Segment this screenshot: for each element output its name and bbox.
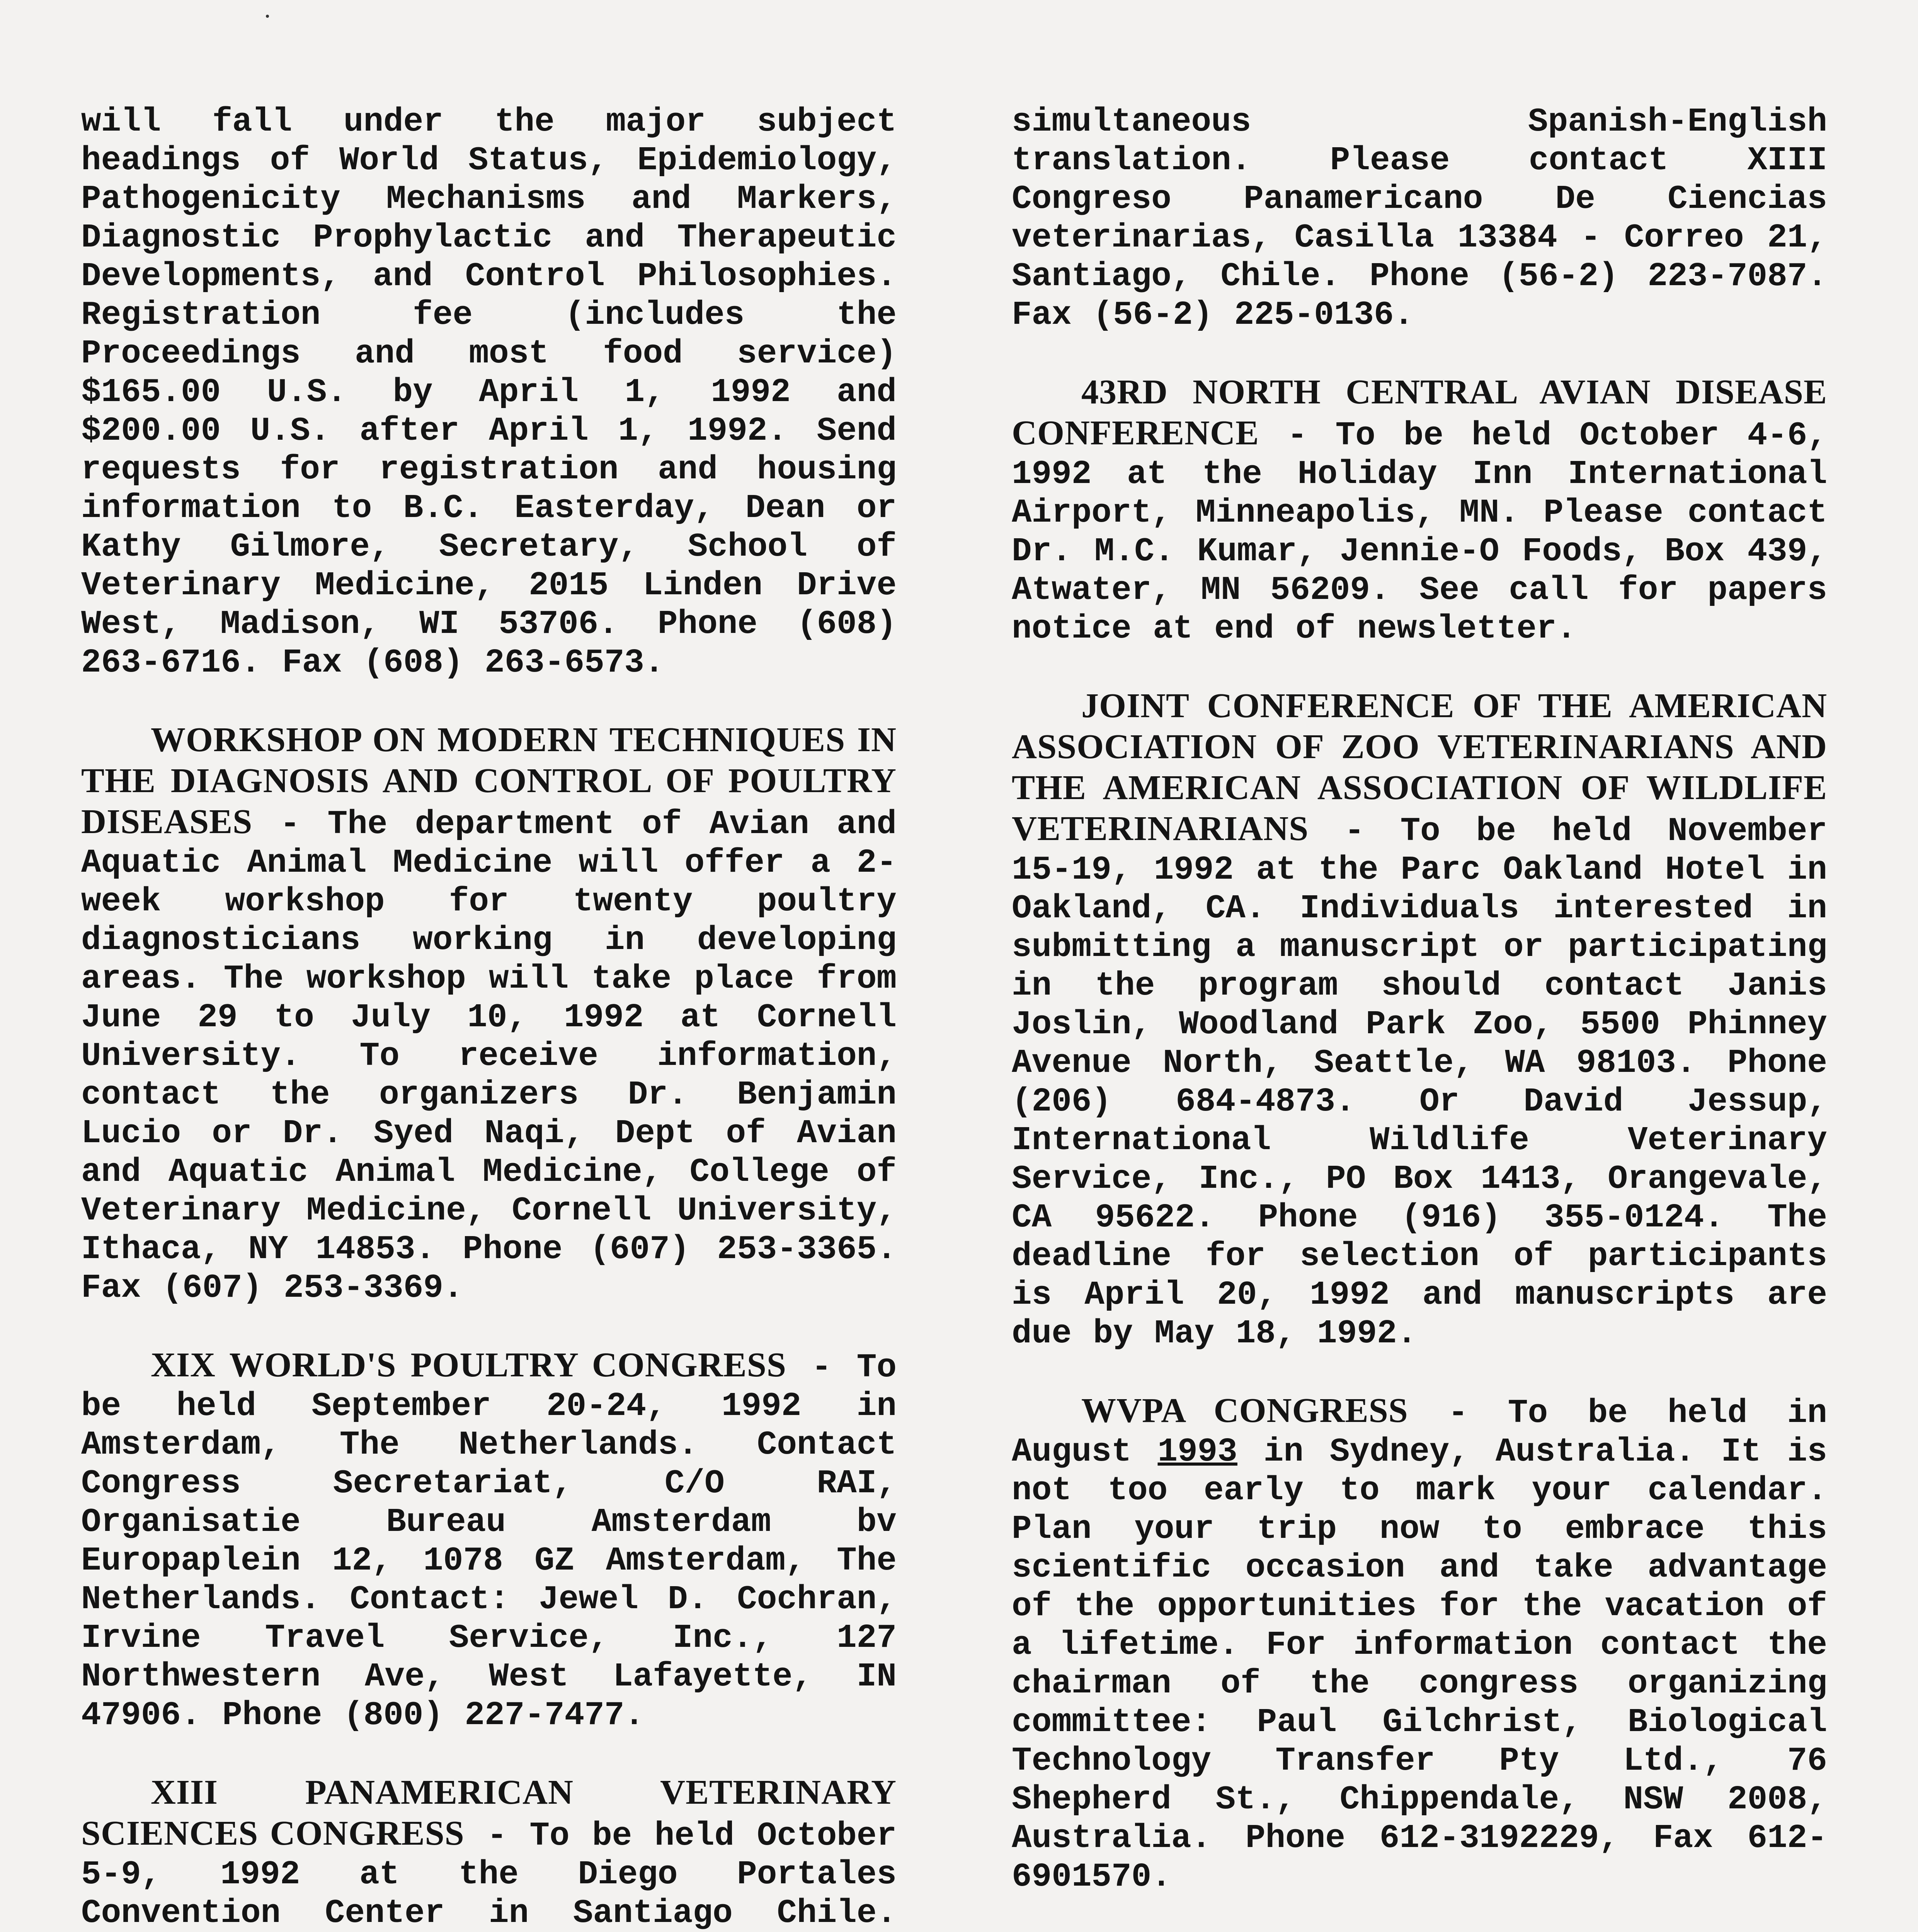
poultry-congress-heading: XIX WORLD'S POULTRY CONGRESS	[151, 1346, 786, 1384]
wvpa-announcement	[1012, 1391, 1827, 1896]
workshop-body: - The department of Avian and Aquatic Animal Medicine will offer a 2-week workshop for twenty poultry diagnosticians working in developing areas. The workshop will take place from June 29 to July 10, 1992 at Cornell University. To receive information, contact the organizers Dr. Benjamin Lucio or Dr. Syed Naqi, Dept of Avian and Aquatic Animal Medicine, College of Veterinary Medicine, Cornell University, Ithaca, NY 14853. Phone (607) 253-3365. Fax (607) 253-3369.	[81, 805, 897, 1307]
panamerican-announcement	[81, 1773, 897, 1932]
joint-conference-heading: JOINT CONFERENCE OF THE AMERICAN ASSOCIATION OF ZOO VETERINARIANS AND THE AMERICAN ASSOCIATION OF WILDLIFE VETERINARIANS	[1012, 687, 1827, 848]
north-central-body: - To be held October 4-6, 1992 at the Holiday Inn International Airport, Minneapolis, MN. Please contact Dr. M.C. Kumar, Jennie-O Foods, Box 439, Atwater, MN 56209. See call for papers notice at end of newsletter.	[1012, 417, 1827, 648]
wvpa-body-part2: in Sydney, Australia. It is not too early to mark your calendar. Plan your trip now to embrace this scientific occasion and take advantage of the opportunities for the vacation of a lifetime. For information contact the chairman of the congress organizing committee: Paul Gilchrist, Biological Technology Transfer Pty Ltd., 76 Shepherd St., Chippendale, NSW 2008, Australia. Phone 612-3192229, Fax 612-6901570.	[1012, 1433, 1827, 1896]
speck-mark	[266, 15, 269, 18]
joint-conference-body: - To be held November 15-19, 1992 at the Parc Oakland Hotel in Oakland, CA. Individuals interested in submitting a manuscript or participating in the program should contact Janis Joslin, Woodland Park Zoo, 5500 Phinney Avenue North, Seattle, WA 98103. Phone (206) 684-4873. Or David Jessup, International Wildlife Veterinary Service, Inc., PO Box 1413, Orangevale, CA 95622. Phone (916) 355-0124. The deadline for selection of participants is April 20, 1992 and manuscripts are due by May 18, 1992.	[1012, 812, 1827, 1352]
north-central-announcement	[1012, 373, 1827, 648]
left-column	[81, 102, 897, 1932]
poultry-congress-announcement	[81, 1346, 897, 1735]
panamerican-body: - To be held October 5-9, 1992 at the Diego Portales Convention Center in Santiago Chile.	[81, 1817, 897, 1932]
wvpa-year: 1993	[1157, 1433, 1237, 1471]
wvpa-body-part1: - To be held in August	[1012, 1394, 1827, 1471]
workshop-announcement	[81, 721, 897, 1307]
panamerican-continuation: simultaneous Spanish-English translation. Please contact XIII Congreso Panamericano De Ciencias veterinarias, Casilla 13384 - Correo 21, Santiago, Chile. Phone (56-2) 223-7087. Fax (56-2) 225-0136.	[1012, 103, 1827, 334]
north-central-heading: 43RD NORTH CENTRAL AVIAN DISEASE CONFERENCE	[1012, 373, 1827, 452]
panamerican-heading: XIII PANAMERICAN VETERINARY SCIENCES CONGRESS	[81, 1773, 897, 1852]
wvpa-heading: WVPA CONGRESS	[1081, 1391, 1408, 1430]
joint-conference-announcement	[1012, 687, 1827, 1353]
workshop-heading: WORKSHOP ON MODERN TECHNIQUES IN THE DIAGNOSIS AND CONTROL OF POULTRY DISEASES	[81, 721, 897, 841]
poultry-congress-body: - To be held September 20-24, 1992 in Amsterdam, The Netherlands. Contact Congress Secretariat, C/O RAI, Organisatie Bureau Amsterdam bv Europaplein 12, 1078 GZ Amsterdam, The Netherlands. Contact: Jewel D. Cochran, Irvine Travel Service, Inc., 127 Northwestern Ave, West Lafayette, IN 47906. Phone (800) 227-7477.	[81, 1349, 897, 1734]
intro-paragraph: will fall under the major subject headings of World Status, Epidemiology, Pathogenicity Mechanisms and Markers, Diagnostic Prophylactic and Therapeutic Developments, and Control Philosophies. Registration fee (includes the Proceedings and most food service) $165.00 U.S. by April 1, 1992 and $200.00 U.S. after April 1, 1992. Send requests for registration and housing information to B.C. Easterday, Dean or Kathy Gilmore, Secretary, School of Veterinary Medicine, 2015 Linden Drive West, Madison, WI 53706. Phone (608) 263-6716. Fax (608) 263-6573.	[81, 103, 897, 682]
right-column	[1012, 102, 1827, 1896]
